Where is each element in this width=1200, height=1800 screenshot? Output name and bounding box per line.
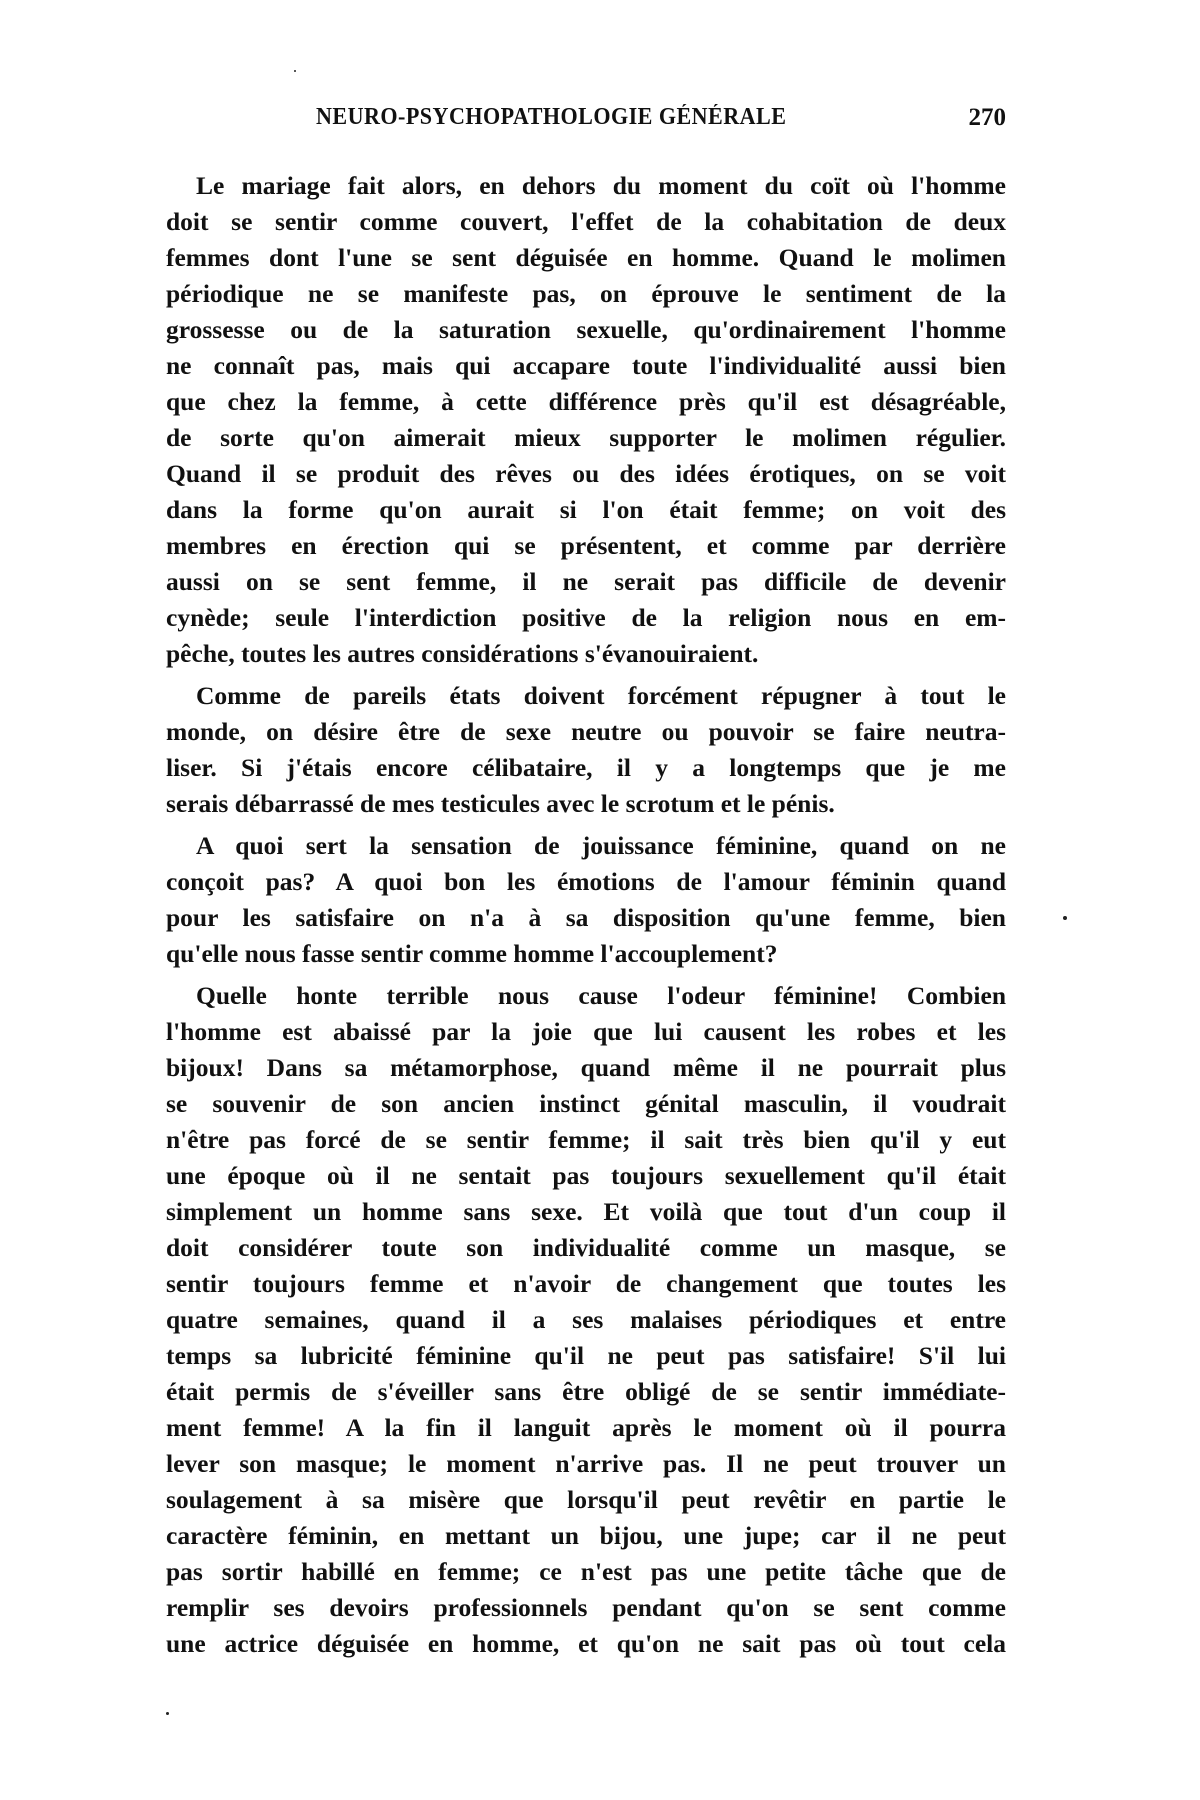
- text-line: pour les satisfaire on n'a à sa disposition qu'une femme, bien: [166, 903, 1006, 932]
- text-line: Quelle honte terrible nous cause l'odeur féminine! Combien: [196, 981, 1006, 1010]
- text-line: liser. Si j'étais encore célibataire, il y a longtemps que je me: [166, 753, 1006, 782]
- text-line: Le mariage fait alors, en dehors du moment du coït où l'homme: [196, 171, 1006, 200]
- text-line: dans la forme qu'on aurait si l'on était femme; on voit des: [166, 495, 1006, 524]
- page-header: [166, 104, 1006, 140]
- text-line: périodique ne se manifeste pas, on éprouve le sentiment de la: [166, 279, 1006, 308]
- text-line: serais débarrassé de mes testicules avec le scrotum et le pénis.: [166, 789, 835, 818]
- page-number: 270: [968, 104, 1006, 131]
- text-line: une actrice déguisée en homme, et qu'on ne sait pas où tout cela: [166, 1629, 1006, 1658]
- text-line: grossesse ou de la saturation sexuelle, qu'ordinairement l'homme: [166, 315, 1006, 344]
- scan-speck: [166, 1712, 169, 1715]
- text-line: doit se sentir comme couvert, l'effet de la cohabitation de deux: [166, 207, 1006, 236]
- text-line: une époque où il ne sentait pas toujours sexuellement qu'il était: [166, 1161, 1006, 1190]
- paragraph: [166, 678, 1006, 822]
- text-line: quatre semaines, quand il a ses malaises périodiques et entre: [166, 1305, 1006, 1334]
- text-line: ne connaît pas, mais qui accapare toute l'individualité aussi bien: [166, 351, 1006, 380]
- scan-speck: [1063, 916, 1067, 920]
- text-line: ment femme! A la fin il languit après le moment où il pourra: [166, 1413, 1006, 1442]
- text-line: A quoi sert la sensation de jouissance féminine, quand on ne: [196, 831, 1006, 860]
- text-line: lever son masque; le moment n'arrive pas. Il ne peut trouver un: [166, 1449, 1006, 1478]
- scan-speck: [294, 70, 296, 72]
- paragraph: [166, 978, 1006, 1662]
- text-line: soulagement à sa misère que lorsqu'il peut revêtir en partie le: [166, 1485, 1006, 1514]
- text-line: de sorte qu'on aimerait mieux supporter le molimen régulier.: [166, 423, 1006, 452]
- text-line: conçoit pas? A quoi bon les émotions de l'amour féminin quand: [166, 867, 1006, 896]
- text-line: se souvenir de son ancien instinct génital masculin, il voudrait: [166, 1089, 1006, 1118]
- text-line: était permis de s'éveiller sans être obligé de se sentir immédiate-: [166, 1377, 1006, 1406]
- text-line: membres en érection qui se présentent, et comme par derrière: [166, 531, 1006, 560]
- text-line: pêche, toutes les autres considérations s'évanouiraient.: [166, 639, 759, 668]
- text-line: cynède; seule l'interdiction positive de la religion nous en em-: [166, 603, 1006, 632]
- text-line: simplement un homme sans sexe. Et voilà que tout d'un coup il: [166, 1197, 1006, 1226]
- text-line: sentir toujours femme et n'avoir de changement que toutes les: [166, 1269, 1006, 1298]
- text-line: monde, on désire être de sexe neutre ou pouvoir se faire neutra-: [166, 717, 1006, 746]
- text-line: caractère féminin, en mettant un bijou, une jupe; car il ne peut: [166, 1521, 1006, 1550]
- text-line: qu'elle nous fasse sentir comme homme l'accouplement?: [166, 939, 778, 968]
- paragraph: [166, 828, 1006, 972]
- text-line: femmes dont l'une se sent déguisée en homme. Quand le molimen: [166, 243, 1006, 272]
- text-line: bijoux! Dans sa métamorphose, quand même il ne pourrait plus: [166, 1053, 1006, 1082]
- running-title: NEURO-PSYCHOPATHOLOGIE GÉNÉRALE: [316, 104, 787, 130]
- text-line: l'homme est abaissé par la joie que lui causent les robes et les: [166, 1017, 1006, 1046]
- text-line: Comme de pareils états doivent forcément répugner à tout le: [196, 681, 1006, 710]
- text-line: que chez la femme, à cette différence près qu'il est désagréable,: [166, 387, 1006, 416]
- text-line: Quand il se produit des rêves ou des idées érotiques, on se voit: [166, 459, 1006, 488]
- text-line: pas sortir habillé en femme; ce n'est pas une petite tâche que de: [166, 1557, 1006, 1586]
- text-line: remplir ses devoirs professionnels pendant qu'on se sent comme: [166, 1593, 1006, 1622]
- body-text: [166, 168, 1006, 1668]
- text-line: aussi on se sent femme, il ne serait pas difficile de devenir: [166, 567, 1006, 596]
- text-line: temps sa lubricité féminine qu'il ne peut pas satisfaire! S'il lui: [166, 1341, 1006, 1370]
- paragraph: [166, 168, 1006, 672]
- text-line: doit considérer toute son individualité comme un masque, se: [166, 1233, 1006, 1262]
- text-line: n'être pas forcé de se sentir femme; il sait très bien qu'il y eut: [166, 1125, 1006, 1154]
